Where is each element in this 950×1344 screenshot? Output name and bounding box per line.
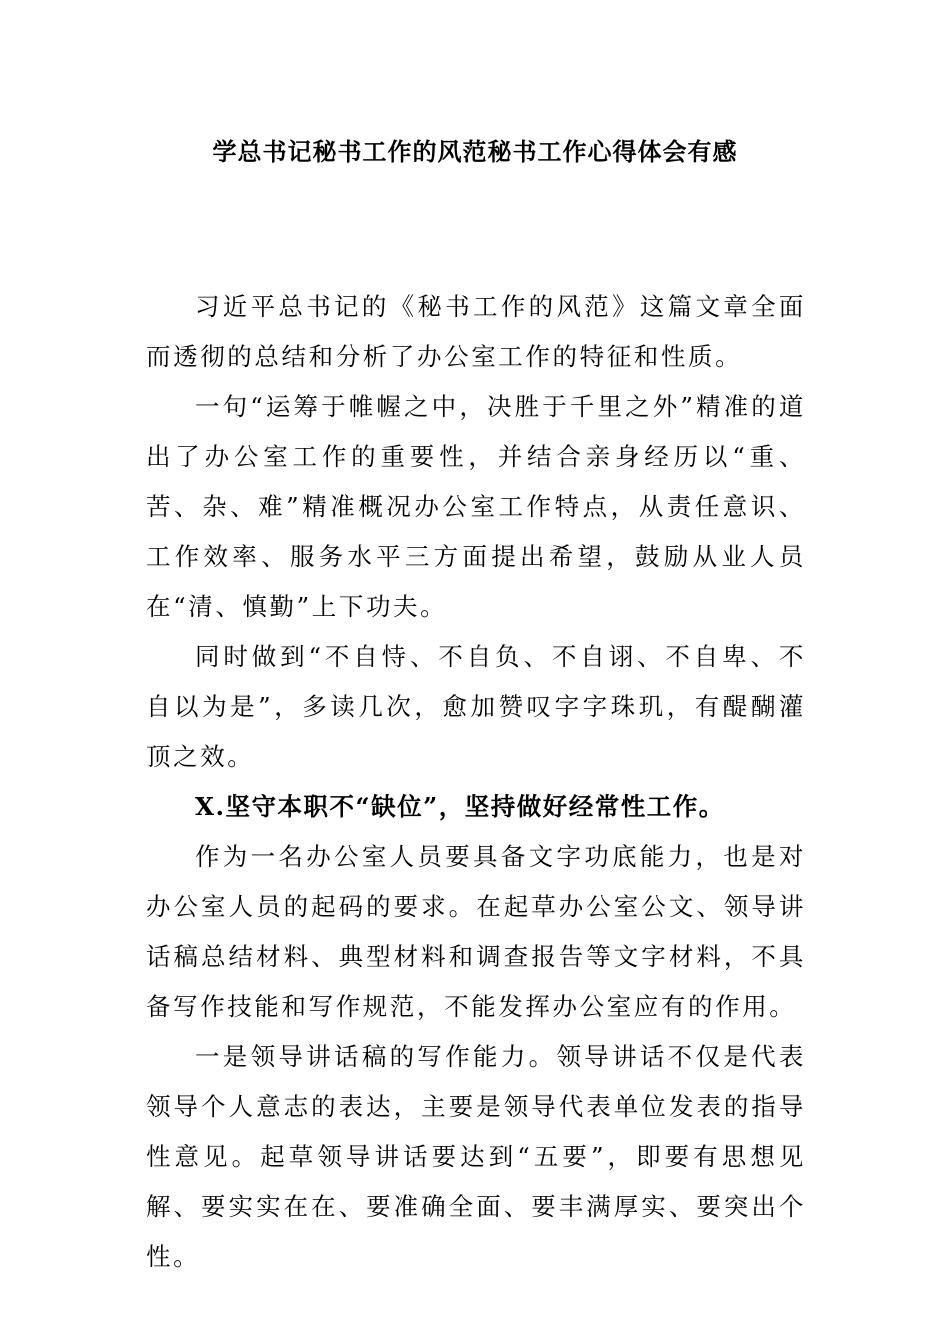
paragraph-office-importance: 一句“运筹于帷幄之中，决胜于千里之外”精准的道出了办公室工作的重要性，并结合亲身经历以“重、苦、杂、难”精准概况办公室工作特点，从责任意识、工作效率、服务水平三方面提出希望，鼓励从业人员在“清、慎勤”上下功夫。 bbox=[146, 392, 806, 621]
section-heading: X.坚守本职不“缺位”，坚持做好经常性工作。 bbox=[195, 792, 725, 821]
paragraph-self-discipline: 同时做到“不自恃、不自负、不自诩、不自卑、不自以为是”，多读几次，愈加赞叹字字珠玑，有醍醐灌顶之效。 bbox=[146, 642, 806, 771]
document-title: 学总书记秘书工作的风范秘书工作心得体会有感 bbox=[212, 137, 738, 166]
paragraph-intro: 习近平总书记的《秘书工作的风范》这篇文章全面而透彻的总结和分析了办公室工作的特征和性质。 bbox=[146, 292, 806, 371]
paragraph-writing-skill: 作为一名办公室人员要具备文字功底能力，也是对办公室人员的起码的要求。在起草办公室公文、领导讲话稿总结材料、典型材料和调查报告等文字材料，不具备写作技能和写作规范，不能发挥办公室应有的作用。 bbox=[146, 842, 806, 1021]
document-body bbox=[146, 282, 806, 1282]
paragraph-speech-drafting: 一是领导讲话稿的写作能力。领导讲话不仅是代表领导个人意志的表达，主要是领导代表单位发表的指导性意见。起草领导讲话要达到“五要”，即要有思想见解、要实实在在、要准确全面、要丰满厚实、要突出个性。 bbox=[146, 1042, 806, 1271]
